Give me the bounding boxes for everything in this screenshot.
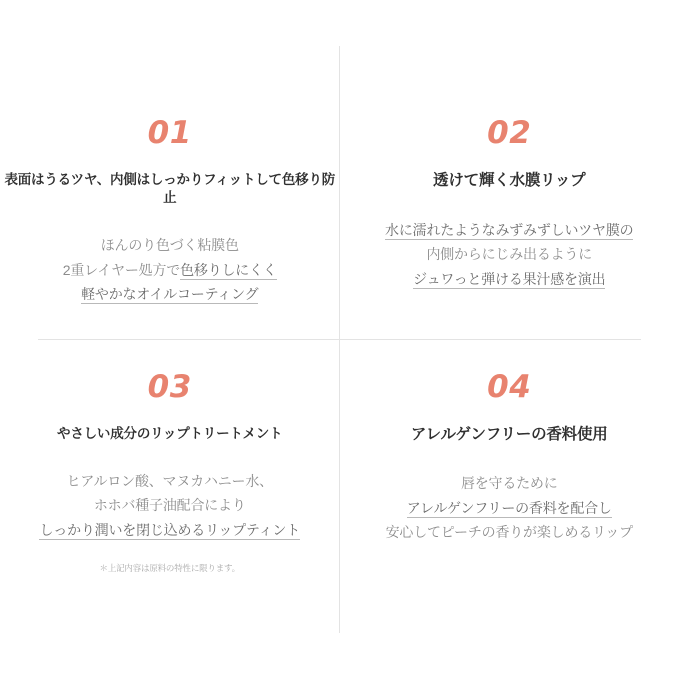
feature-line: ホホバ種子油配合により <box>93 497 246 514</box>
feature-note-03: ＊上記内容は原料の特性に限ります。 <box>99 563 240 574</box>
feature-line-underlined: しっかり潤いを閉じ込めるリップティント <box>39 521 301 538</box>
feature-line <box>63 258 277 283</box>
feature-line <box>385 218 633 243</box>
feature-line: 内側からにじみ出るように <box>426 246 593 263</box>
feature-line-underlined: アレルゲンフリーの香料を配合し <box>406 499 612 516</box>
feature-number-02: 02 <box>487 115 532 151</box>
feature-line: ほんのり色づく粘膜色 <box>100 237 239 254</box>
feature-heading-03: やさしい成分のリップトリートメント <box>57 425 283 441</box>
feature-panel-02 <box>340 0 679 340</box>
feature-body-04 <box>386 471 633 545</box>
feature-line-text: 2重レイヤー処方で <box>62 261 181 278</box>
feature-line-underlined: 水に濡れたようなみずみずしいツヤ膜の <box>385 221 634 238</box>
feature-line: 安心してピーチの香りが楽しめるリップ <box>385 524 633 541</box>
feature-panel-03 <box>0 340 340 679</box>
feature-body-03 <box>39 469 300 543</box>
feature-line <box>63 282 277 307</box>
feature-heading-04: アレルゲンフリーの香料使用 <box>410 425 608 443</box>
feature-line-underlined: 色移りしにくく <box>180 261 277 278</box>
feature-panel-04 <box>340 340 679 679</box>
feature-number-01: 01 <box>147 115 192 151</box>
feature-panel-01 <box>0 0 340 340</box>
feature-line: ヒアルロン酸、マヌカハニー水、 <box>66 472 273 489</box>
feature-number-03: 03 <box>147 368 192 405</box>
feature-body-01 <box>63 233 277 307</box>
feature-number-04: 04 <box>487 368 532 405</box>
feature-line <box>386 496 633 521</box>
feature-line-underlined: ジュワっと弾ける果汁感を演出 <box>413 270 606 287</box>
feature-line-underlined: 軽やかなオイルコーティング <box>81 286 259 303</box>
feature-line <box>385 267 633 292</box>
feature-line <box>39 518 300 543</box>
feature-heading-01: 表面はうるツヤ、内側はしっかりフィットして色移り防止 <box>4 172 336 206</box>
feature-line: 唇を守るために <box>460 475 558 492</box>
feature-heading-02: 透けて輝く水膜リップ <box>433 172 586 189</box>
feature-body-02 <box>385 218 633 292</box>
